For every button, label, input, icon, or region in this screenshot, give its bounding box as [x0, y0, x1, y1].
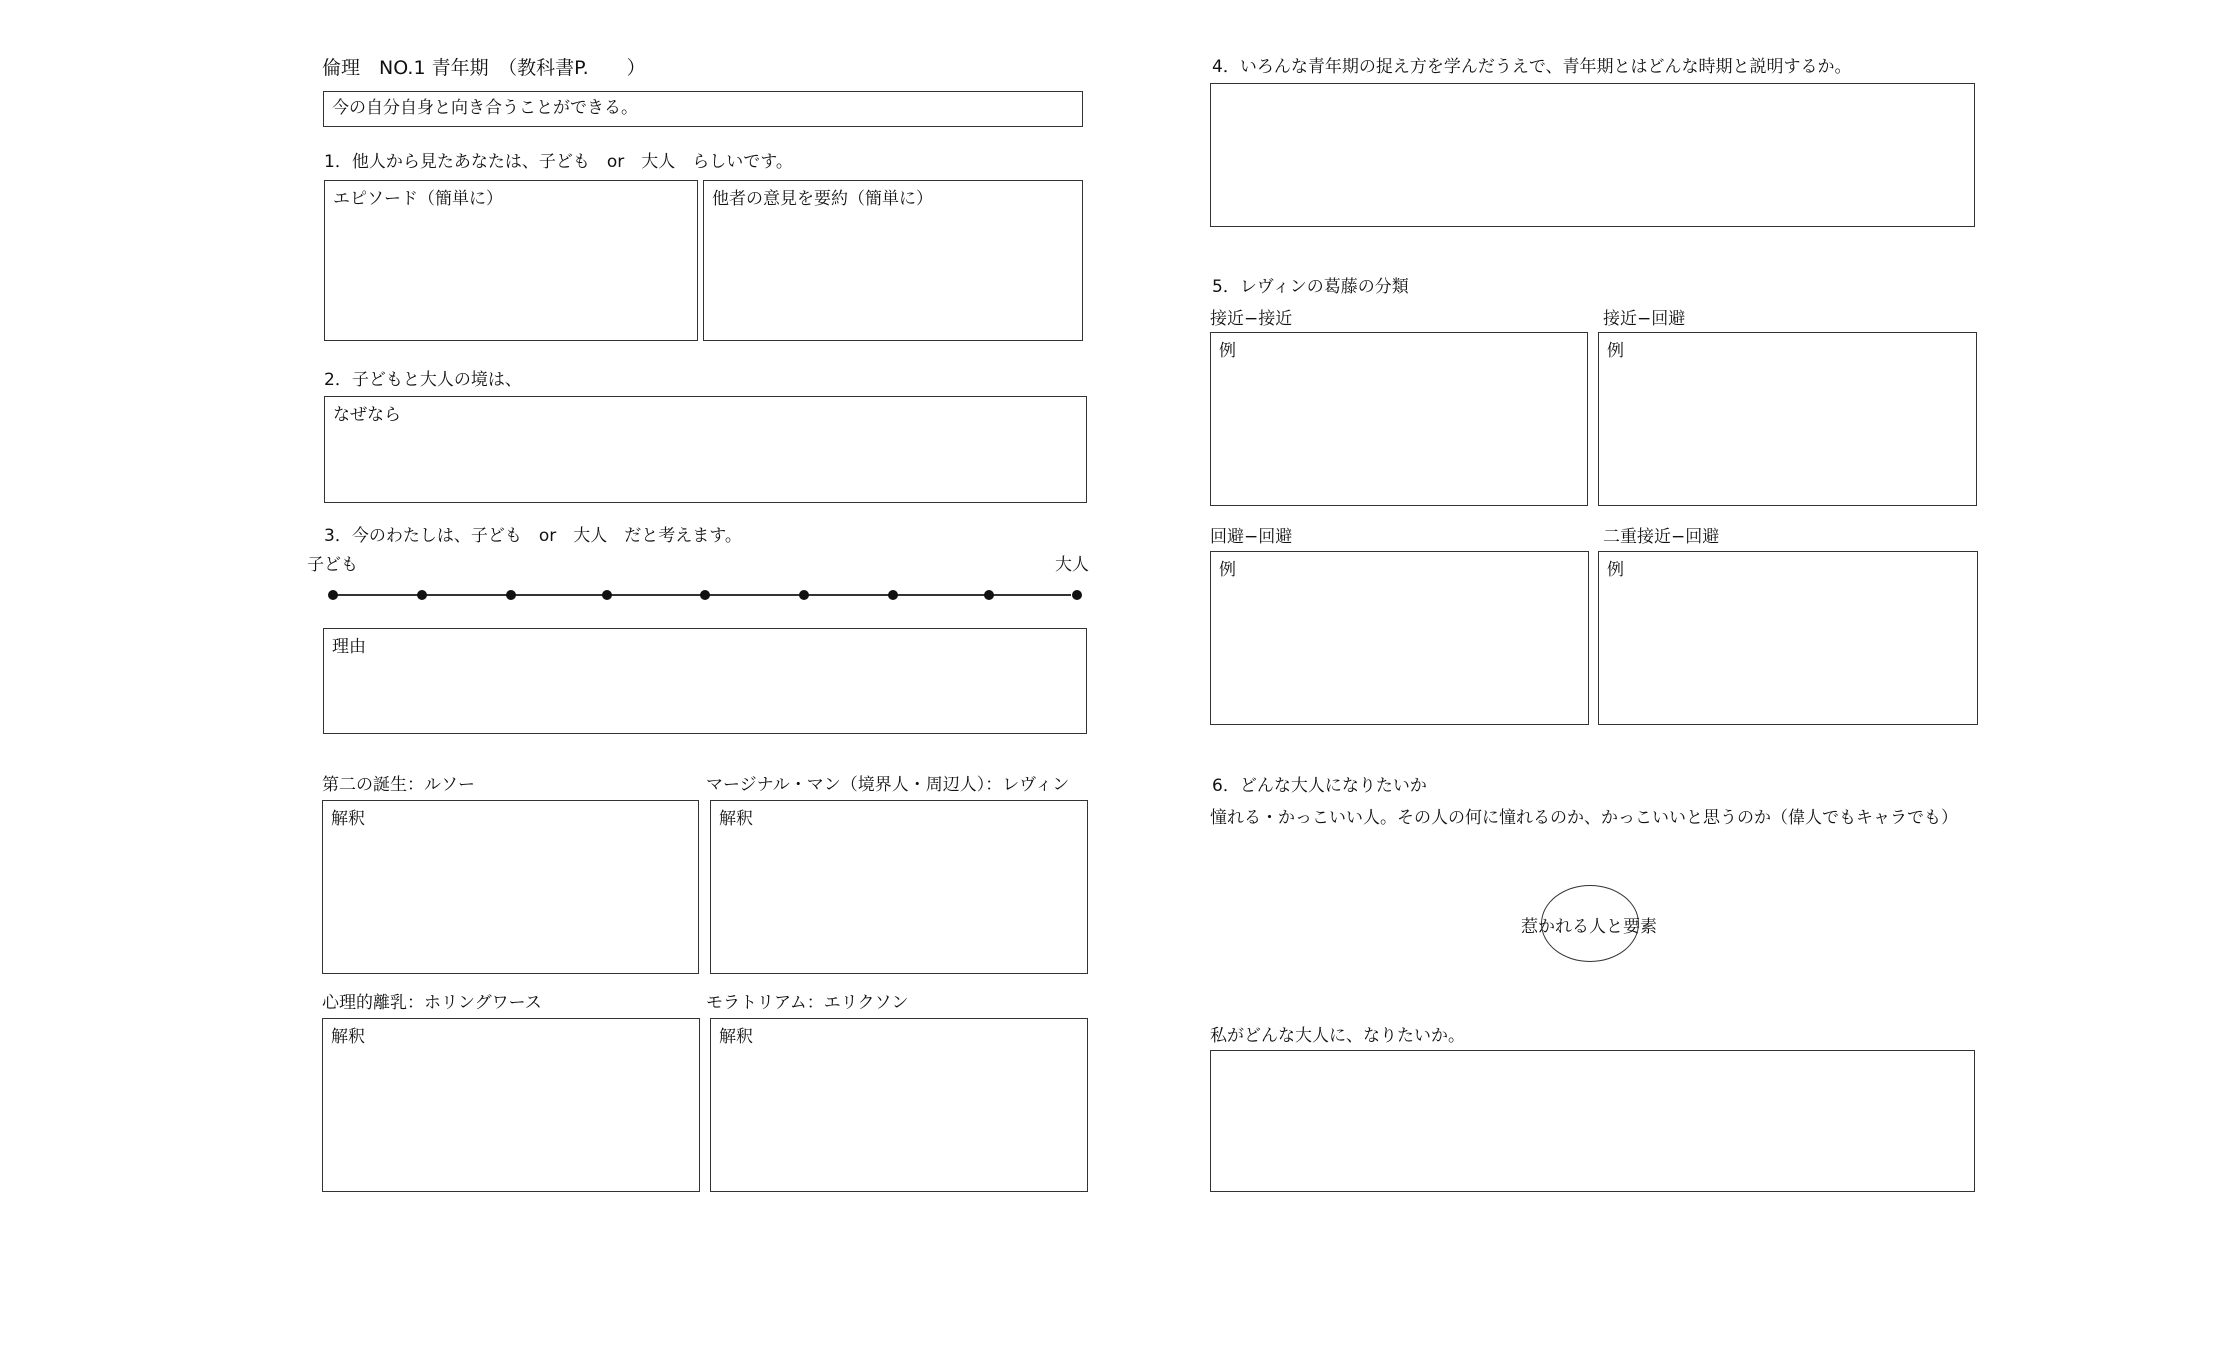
- others-opinion-label: 他者の意見を要約（簡単に）: [712, 189, 933, 209]
- episode-label: エピソード（簡単に）: [333, 189, 503, 209]
- q3-question: 3．今のわたしは、子ども or 大人 だと考えます。: [324, 526, 742, 546]
- scale-left-label: 子ども: [307, 555, 358, 575]
- q5-question: 5．レヴィンの葛藤の分類: [1212, 277, 1409, 297]
- conflict-example-label: 例: [1607, 560, 1624, 580]
- concept-box-label: 解釈: [719, 1027, 753, 1047]
- q6-subtext: 憧れる・かっこいい人。その人の何に憧れるのか、かっこいいと思うのか（偉人でもキャラでも）: [1210, 808, 1958, 828]
- q1-question: 1．他人から見たあなたは、子ども or 大人 らしいです。: [324, 152, 793, 172]
- self-rating-reason-box[interactable]: [323, 628, 1087, 734]
- q2-question: 2．子どもと大人の境は、: [324, 370, 522, 390]
- boundary-reason-box[interactable]: [324, 396, 1087, 503]
- future-self-box[interactable]: [1210, 1050, 1975, 1192]
- attractive-person-label: 惹かれる人と要素: [1521, 917, 1657, 937]
- scale-point[interactable]: [888, 590, 898, 600]
- q6-question: 6．どんな大人になりたいか: [1212, 776, 1427, 796]
- scale-point[interactable]: [700, 590, 710, 600]
- conflict-heading-approach-approach: 接近−接近: [1210, 309, 1293, 329]
- concept-heading-second-birth: 第二の誕生：ルソー: [322, 775, 475, 795]
- concept-box-psychological-weaning[interactable]: [322, 1018, 700, 1192]
- scale-point[interactable]: [506, 590, 516, 600]
- concept-heading-psychological-weaning: 心理的離乳：ホリングワース: [322, 993, 542, 1013]
- boundary-reason-label: なぜなら: [333, 405, 401, 425]
- adolescence-explanation-box[interactable]: [1210, 83, 1975, 227]
- concept-box-marginal-man[interactable]: [710, 800, 1088, 974]
- scale-point[interactable]: [328, 590, 338, 600]
- conflict-box-approach-avoidance[interactable]: [1598, 332, 1977, 506]
- scale-right-label: 大人: [1055, 555, 1089, 575]
- concept-box-second-birth[interactable]: [322, 800, 699, 974]
- scale-point[interactable]: [602, 590, 612, 600]
- scale-point[interactable]: [417, 590, 427, 600]
- conflict-example-label: 例: [1219, 560, 1236, 580]
- worksheet-title: 倫理 NO.1 青年期 （教科書P. ）: [322, 57, 646, 79]
- concept-box-label: 解釈: [331, 1027, 365, 1047]
- concept-heading-marginal-man: マージナル・マン（境界人・周辺人）：レヴィン: [706, 775, 1070, 795]
- theme-text: 今の自分自身と向き合うことができる。: [332, 98, 638, 118]
- conflict-heading-avoidance-avoidance: 回避−回避: [1210, 527, 1293, 547]
- concept-box-label: 解釈: [331, 809, 365, 829]
- conflict-example-label: 例: [1607, 341, 1624, 361]
- concept-heading-moratorium: モラトリアム：エリクソン: [706, 993, 909, 1013]
- q4-question: 4．いろんな青年期の捉え方を学んだうえで、青年期とはどんな時期と説明するか。: [1212, 57, 1852, 77]
- conflict-box-avoidance-avoidance[interactable]: [1210, 551, 1589, 725]
- conflict-box-approach-approach[interactable]: [1210, 332, 1588, 506]
- concept-box-moratorium[interactable]: [710, 1018, 1088, 1192]
- scale-point[interactable]: [1072, 590, 1082, 600]
- theme-box: [323, 91, 1083, 127]
- others-opinion-box[interactable]: [703, 180, 1083, 341]
- conflict-heading-approach-avoidance: 接近−回避: [1603, 309, 1686, 329]
- conflict-example-label: 例: [1219, 341, 1236, 361]
- scale-point[interactable]: [799, 590, 809, 600]
- self-rating-reason-label: 理由: [332, 637, 366, 657]
- concept-box-label: 解釈: [719, 809, 753, 829]
- conflict-heading-double-approach-avoidance: 二重接近−回避: [1603, 527, 1720, 547]
- scale-point[interactable]: [984, 590, 994, 600]
- conflict-box-double-approach-avoidance[interactable]: [1598, 551, 1978, 725]
- future-self-question: 私がどんな大人に、なりたいか。: [1210, 1026, 1465, 1046]
- episode-box[interactable]: [324, 180, 698, 341]
